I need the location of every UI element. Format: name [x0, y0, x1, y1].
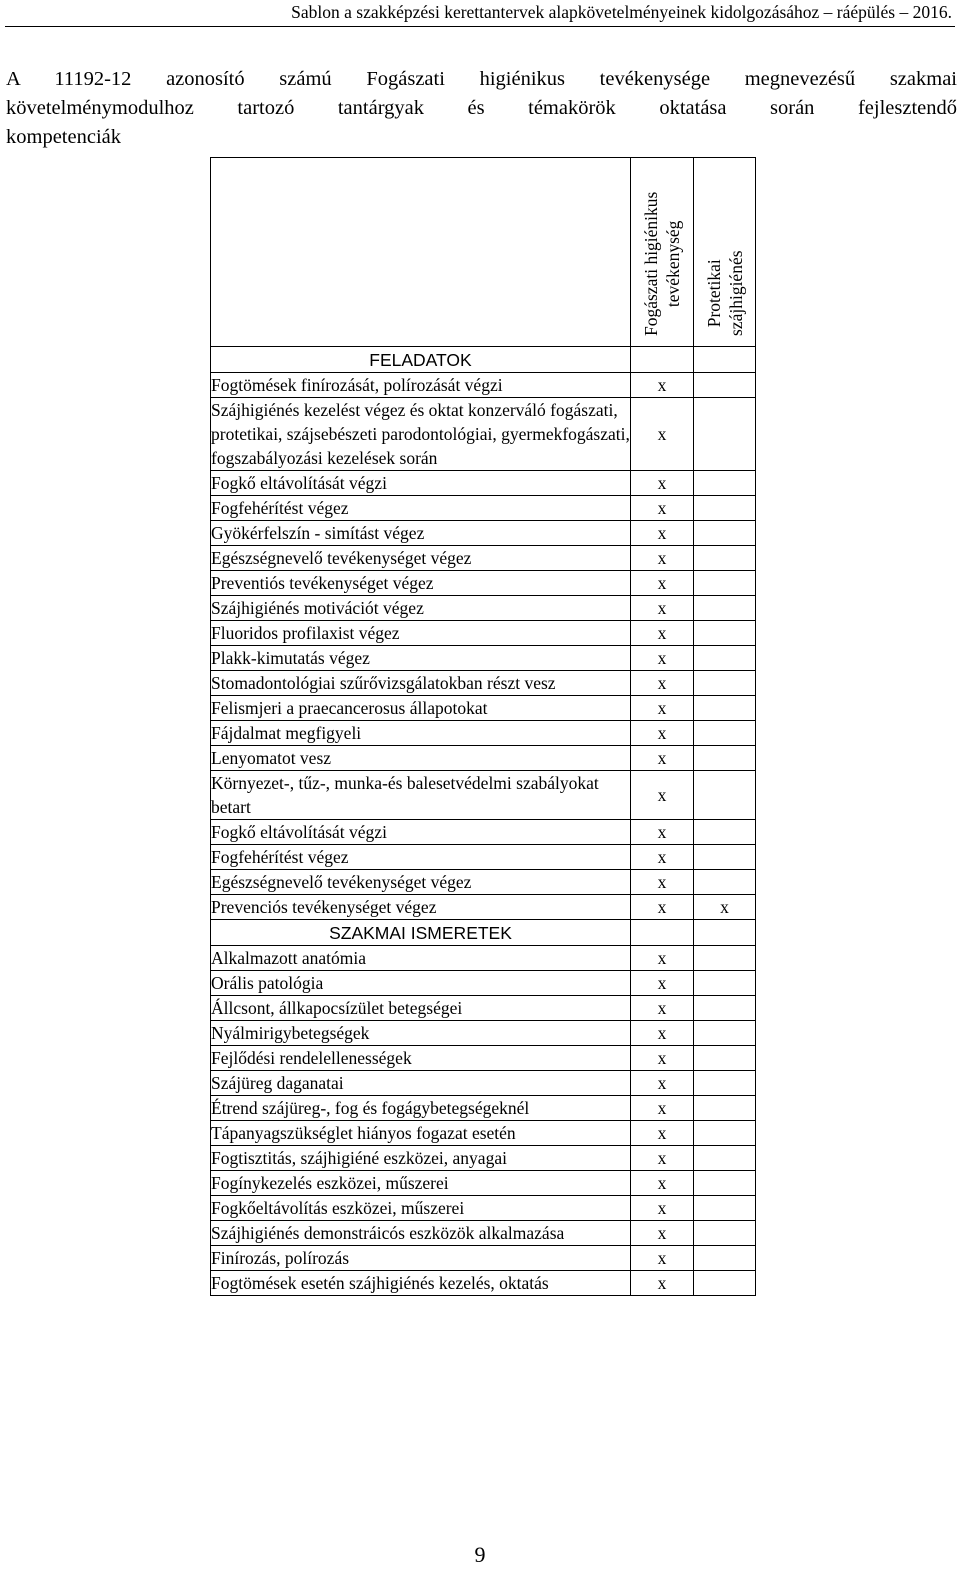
mark-protetikai — [694, 820, 756, 845]
table-row — [211, 820, 756, 845]
table-row — [211, 621, 756, 646]
mark-protetikai — [694, 671, 756, 696]
mark-protetikai — [694, 398, 756, 471]
intro-line-1: A 11192-12 azonosító számú Fogászati higiénikus tevékenysége megnevezésű szakmai — [6, 68, 957, 90]
table-row — [211, 671, 756, 696]
row-label: Környezet-, tűz-, munka-és balesetvédelmi szabályokat betart — [211, 771, 631, 820]
mark-protetikai — [694, 1171, 756, 1196]
intro-line-3: kompetenciák — [6, 126, 121, 148]
mark-fogaszati: x — [631, 1071, 694, 1096]
mark-fogaszati: x — [631, 571, 694, 596]
row-label: Szájhigiénés motivációt végez — [211, 596, 631, 621]
mark-fogaszati: x — [631, 1146, 694, 1171]
mark-protetikai — [694, 496, 756, 521]
mark-fogaszati: x — [631, 596, 694, 621]
mark-protetikai: x — [694, 895, 756, 920]
table-row — [211, 1021, 756, 1046]
table-row — [211, 398, 756, 471]
mark-fogaszati: x — [631, 621, 694, 646]
mark-fogaszati: x — [631, 496, 694, 521]
row-label: Fájdalmat megfigyeli — [211, 721, 631, 746]
row-label: Fogfehérítést végez — [211, 496, 631, 521]
mark-protetikai — [694, 1096, 756, 1121]
table-row — [211, 1096, 756, 1121]
mark-fogaszati: x — [631, 721, 694, 746]
mark-protetikai — [694, 546, 756, 571]
table-row — [211, 521, 756, 546]
mark-protetikai — [694, 1271, 756, 1296]
column-header-protetikai-line2: szájhigiénés — [725, 250, 746, 336]
table-row — [211, 870, 756, 895]
table-row — [211, 1171, 756, 1196]
mark-fogaszati: x — [631, 1021, 694, 1046]
row-label: Stomadontológiai szűrővizsgálatokban részt vesz — [211, 671, 631, 696]
mark-protetikai — [694, 373, 756, 398]
table-row — [211, 895, 756, 920]
row-label: Alkalmazott anatómia — [211, 946, 631, 971]
mark-fogaszati: x — [631, 1096, 694, 1121]
table-row — [211, 373, 756, 398]
mark-fogaszati: x — [631, 746, 694, 771]
mark-fogaszati: x — [631, 996, 694, 1021]
row-label: Fogkőeltávolítás eszközei, műszerei — [211, 1196, 631, 1221]
mark-protetikai — [694, 471, 756, 496]
table-row — [211, 996, 756, 1021]
column-header-fogaszati-line1: Fogászati higiénikus — [641, 191, 661, 336]
mark-protetikai — [694, 1121, 756, 1146]
mark-fogaszati: x — [631, 771, 694, 820]
running-header-text: Sablon a szakképzési kerettantervek alapkövetelményeinek kidolgozásához – ráépülés – 2016. — [291, 2, 952, 22]
section-empty-cell — [694, 920, 756, 946]
section-header-row — [211, 347, 756, 373]
mark-protetikai — [694, 870, 756, 895]
table-row — [211, 646, 756, 671]
row-label: Szájhigiénés demonstráicós eszközök alkalmazása — [211, 1221, 631, 1246]
row-label: Fogtömések finírozását, polírozását végzi — [211, 373, 631, 398]
row-label: Fogínykezelés eszközei, műszerei — [211, 1171, 631, 1196]
row-label: Egészségnevelő tevékenységet végez — [211, 870, 631, 895]
table-row — [211, 1221, 756, 1246]
intro-line-2: követelménymodulhoz tartozó tantárgyak és témakörök oktatása során fejlesztendő — [6, 97, 957, 119]
mark-fogaszati: x — [631, 546, 694, 571]
section-title: FELADATOK — [211, 347, 631, 373]
mark-fogaszati: x — [631, 946, 694, 971]
mark-protetikai — [694, 621, 756, 646]
mark-protetikai — [694, 1221, 756, 1246]
mark-fogaszati: x — [631, 1046, 694, 1071]
column-header-protetikai-line1: Protetikai — [703, 259, 724, 328]
mark-protetikai — [694, 571, 756, 596]
column-header-row — [211, 158, 756, 347]
mark-fogaszati: x — [631, 671, 694, 696]
column-header-fogaszati — [631, 158, 694, 347]
mark-fogaszati: x — [631, 1196, 694, 1221]
row-label: Gyökérfelszín - simítást végez — [211, 521, 631, 546]
mark-fogaszati: x — [631, 1171, 694, 1196]
table-row — [211, 771, 756, 820]
table-row — [211, 721, 756, 746]
table-row — [211, 1046, 756, 1071]
table-row — [211, 1121, 756, 1146]
table-row — [211, 1071, 756, 1096]
table-row — [211, 1196, 756, 1221]
mark-protetikai — [694, 971, 756, 996]
running-header — [0, 0, 960, 26]
row-label: Finírozás, polírozás — [211, 1246, 631, 1271]
mark-fogaszati: x — [631, 1221, 694, 1246]
table-row — [211, 546, 756, 571]
table-row — [211, 596, 756, 621]
mark-fogaszati: x — [631, 820, 694, 845]
mark-fogaszati: x — [631, 870, 694, 895]
row-label: Plakk-kimutatás végez — [211, 646, 631, 671]
table-row — [211, 571, 756, 596]
table-row — [211, 1246, 756, 1271]
mark-fogaszati: x — [631, 971, 694, 996]
mark-fogaszati: x — [631, 696, 694, 721]
mark-protetikai — [694, 946, 756, 971]
table-row — [211, 845, 756, 870]
mark-protetikai — [694, 1196, 756, 1221]
mark-protetikai — [694, 696, 756, 721]
mark-fogaszati: x — [631, 1246, 694, 1271]
mark-fogaszati: x — [631, 398, 694, 471]
mark-fogaszati: x — [631, 1121, 694, 1146]
row-label: Fogkő eltávolítását végzi — [211, 820, 631, 845]
mark-protetikai — [694, 1046, 756, 1071]
column-header-protetikai — [694, 158, 756, 347]
table-row — [211, 471, 756, 496]
row-label: Állcsont, állkapocsízület betegségei — [211, 996, 631, 1021]
mark-protetikai — [694, 1021, 756, 1046]
row-label: Szájhigiénés kezelést végez és oktat konzerváló fogászati, protetikai, szájsebészeti parodontológiai, gyermekfogászati, fogszabályozási kezelések során — [211, 398, 631, 471]
row-label: Lenyomatot vesz — [211, 746, 631, 771]
mark-protetikai — [694, 771, 756, 820]
section-header-row — [211, 920, 756, 946]
table-row — [211, 946, 756, 971]
mark-protetikai — [694, 721, 756, 746]
row-label: Fogtisztitás, szájhigiéné eszközei, anyagai — [211, 1146, 631, 1171]
header-blank-cell — [211, 158, 631, 347]
mark-fogaszati: x — [631, 373, 694, 398]
row-label: Preventiós tevékenységet végez — [211, 571, 631, 596]
row-label: Fogfehérítést végez — [211, 845, 631, 870]
section-empty-cell — [694, 347, 756, 373]
mark-protetikai — [694, 1246, 756, 1271]
mark-protetikai — [694, 1146, 756, 1171]
mark-protetikai — [694, 521, 756, 546]
row-label: Egészségnevelő tevékenységet végez — [211, 546, 631, 571]
row-label: Tápanyagszükséglet hiányos fogazat esetén — [211, 1121, 631, 1146]
mark-protetikai — [694, 845, 756, 870]
mark-fogaszati: x — [631, 845, 694, 870]
table-row — [211, 746, 756, 771]
table-row — [211, 971, 756, 996]
row-label: Prevenciós tevékenységet végez — [211, 895, 631, 920]
row-label: Fluoridos profilaxist végez — [211, 621, 631, 646]
table-row — [211, 496, 756, 521]
mark-fogaszati: x — [631, 1271, 694, 1296]
mark-protetikai — [694, 746, 756, 771]
mark-protetikai — [694, 1071, 756, 1096]
mark-fogaszati: x — [631, 471, 694, 496]
section-empty-cell — [631, 920, 694, 946]
row-label: Étrend szájüreg-, fog és fogágybetegségeknél — [211, 1096, 631, 1121]
mark-protetikai — [694, 596, 756, 621]
section-title: SZAKMAI ISMERETEK — [211, 920, 631, 946]
mark-protetikai — [694, 646, 756, 671]
page-number: 9 — [474, 1542, 486, 1567]
table-row — [211, 1146, 756, 1171]
competency-table — [210, 157, 756, 1296]
section-empty-cell — [631, 347, 694, 373]
row-label: Fogkő eltávolítását végzi — [211, 471, 631, 496]
mark-protetikai — [694, 996, 756, 1021]
mark-fogaszati: x — [631, 895, 694, 920]
mark-fogaszati: x — [631, 521, 694, 546]
row-label: Fogtömések esetén szájhigiénés kezelés, oktatás — [211, 1271, 631, 1296]
row-label: Felismjeri a praecancerosus állapotokat — [211, 696, 631, 721]
mark-fogaszati: x — [631, 646, 694, 671]
header-rule — [5, 26, 955, 27]
row-label: Orális patológia — [211, 971, 631, 996]
column-header-fogaszati-line2: tevékenység — [663, 220, 683, 308]
row-label: Fejlődési rendelellenességek — [211, 1046, 631, 1071]
row-label: Szájüreg daganatai — [211, 1071, 631, 1096]
section-intro — [6, 65, 957, 152]
table-row — [211, 1271, 756, 1296]
row-label: Nyálmirigybetegségek — [211, 1021, 631, 1046]
table-row — [211, 696, 756, 721]
